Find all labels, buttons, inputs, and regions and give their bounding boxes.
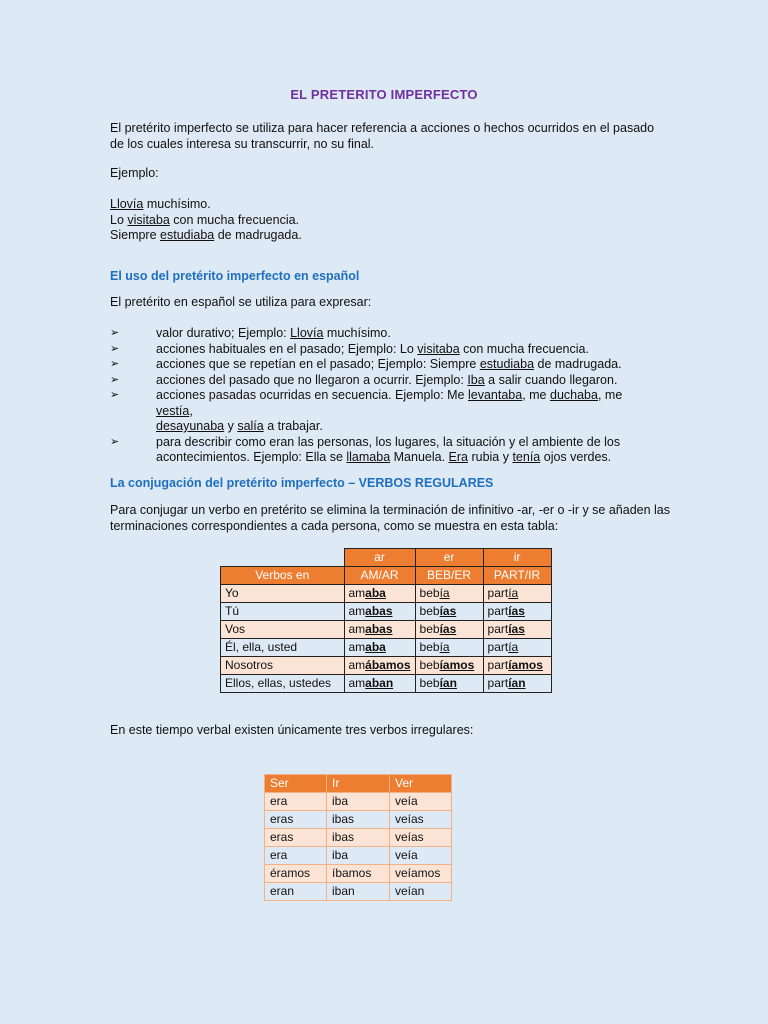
list-item: ➢ valor durativo; Ejemplo: Llovía muchísimo. [110, 326, 391, 340]
column-header: Ir [327, 775, 390, 793]
table-header-row [221, 567, 552, 585]
example-line: Siempre estudiaba de madrugada. [110, 228, 302, 242]
section-heading-conjugacion: La conjugación del pretérito imperfecto – VERBOS REGULARES [110, 476, 494, 490]
column-header: Ser [265, 775, 327, 793]
section-conjugacion-lead: Para conjugar un verbo en pretérito se elimina la terminación de infinitivo -ar, -er o -ir y se añaden las terminaciones correspondientes a cada persona, como se muestra en esta tabla: [110, 503, 671, 533]
column-header: er [415, 549, 483, 567]
section-uso-lead: El pretérito en español se utiliza para expresar: [110, 295, 372, 309]
example-line: Llovía muchísimo. [110, 197, 211, 211]
irregular-verbs-table [264, 774, 452, 901]
list-item: ➢ acciones del pasado que no llegaron a ocurrir. Ejemplo: Iba a salir cuando llegaron. [110, 372, 618, 387]
arrow-bullet-icon: ➢ [110, 389, 120, 401]
uses-list [110, 326, 640, 466]
table-row: era iba veía [265, 847, 452, 865]
table-row: Yo amaba bebía partía [221, 585, 552, 603]
conjugation-table [220, 548, 552, 693]
irregular-table-wrap [264, 774, 452, 901]
table-row: éramos íbamos veíamos [265, 865, 452, 883]
table-row: Vos amabas bebías partías [221, 621, 552, 639]
arrow-bullet-icon: ➢ [110, 342, 120, 355]
column-header: PART/IR [483, 567, 551, 585]
list-item: ➢ para describir como eran las personas, los lugares, la situación y el ambiente de los acontecimientos. Ejemplo: Ella se llamaba Manuela. Era rubia y tenía ojos verdes. [110, 434, 621, 464]
column-header: Ver [390, 775, 452, 793]
examples-block [110, 197, 670, 244]
intro-paragraph: El pretérito imperfecto se utiliza para hacer referencia a acciones o hechos ocurridos en el pasado de los cuales interesa su transcurrir, no su final. [110, 121, 655, 151]
column-header: AM/AR [344, 567, 415, 585]
column-header: ir [483, 549, 551, 567]
list-item: ➢ acciones habituales en el pasado; Ejemplo: Lo visitaba con mucha frecuencia. [110, 341, 589, 356]
table-row: eras ibas veías [265, 811, 452, 829]
section-heading-uso: El uso del pretérito imperfecto en español [110, 269, 360, 283]
page-title: EL PRETERITO IMPERFECTO [290, 87, 478, 102]
table-row: era iba veía [265, 793, 452, 811]
list-item: ➢ acciones que se repetían en el pasado; Ejemplo: Siempre estudiaba de madrugada. [110, 357, 622, 371]
table-row: Él, ella, usted amaba bebía partía [221, 639, 552, 657]
arrow-bullet-icon: ➢ [110, 358, 120, 370]
table-header-row [265, 775, 452, 793]
column-header: ar [344, 549, 415, 567]
irregular-lead: En este tiempo verbal existen únicamente tres verbos irregulares: [110, 723, 474, 737]
column-header: Verbos en [221, 567, 345, 585]
column-header: BEB/ER [415, 567, 483, 585]
table-row: eran iban veían [265, 883, 452, 901]
example-line: Lo visitaba con mucha frecuencia. [110, 212, 300, 227]
arrow-bullet-icon: ➢ [110, 373, 120, 386]
table-row: eras ibas veías [265, 829, 452, 847]
list-item: ➢ acciones pasadas ocurridas en secuencia. Ejemplo: Me levantaba, me duchaba, me vestía, desayunaba y salía a trabajar. [110, 388, 623, 433]
table-row: Nosotros amábamos bebíamos partíamos [221, 657, 552, 675]
table-header-row [221, 549, 552, 567]
table-row: Ellos, ellas, ustedes amaban bebían partían [221, 675, 552, 693]
arrow-bullet-icon: ➢ [110, 327, 120, 339]
table-row: Tú amabas bebías partías [221, 603, 552, 621]
arrow-bullet-icon: ➢ [110, 435, 120, 448]
conjugation-table-wrap [220, 548, 552, 693]
example-label: Ejemplo: [110, 166, 159, 180]
